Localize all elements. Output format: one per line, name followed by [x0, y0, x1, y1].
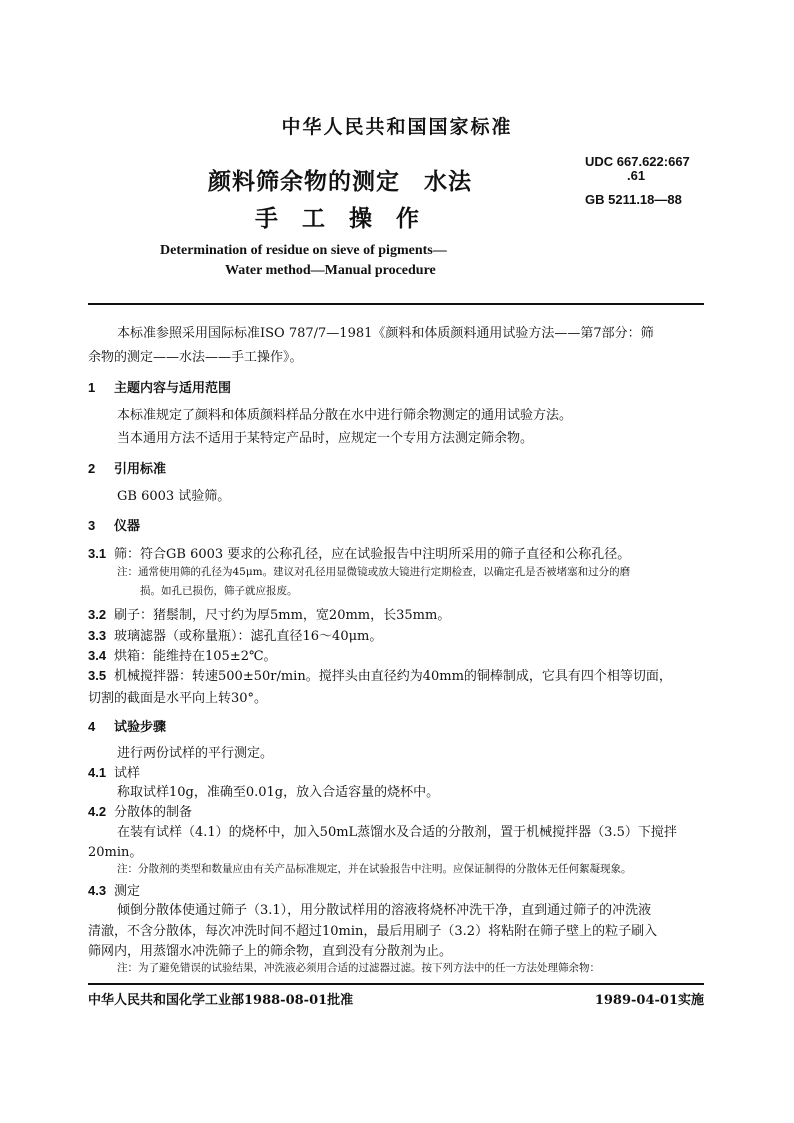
footer-divider — [88, 983, 704, 985]
document-title: 颜料筛余物的测定 水法 — [208, 168, 472, 195]
section-3-heading — [88, 515, 140, 534]
item-3-2-text: 刷子：猪鬃制，尺寸约为厚5mm，宽20mm，长35mm。 — [114, 608, 451, 623]
item-4-3-line-1: 倾倒分散体使通过筛子（3.1），用分散试样用的溶液将烧杯冲洗干净，直到通过筛子的冲洗液 — [117, 903, 652, 918]
item-4-2-heading — [88, 801, 192, 820]
section-2-para-1: GB 6003 试验筛。 — [117, 489, 231, 504]
section-3-title: 仪器 — [114, 519, 141, 534]
item-4-2-number: 4.2 — [88, 804, 107, 819]
gb-number: GB 5211.18—88 — [585, 192, 682, 207]
item-3-4 — [88, 645, 277, 664]
english-title-line-2: Water method—Manual procedure — [225, 263, 436, 278]
note-3-1-line-2: 损。如孔已损伤，筛子就应报废。 — [140, 585, 298, 597]
item-3-3-text: 玻璃滤器（或称量瓶）：滤孔直径16～40μm。 — [114, 629, 383, 644]
intro-line-1: 本标准参照采用国际标准ISO 787/7—1981《颜料和体质颜料通用试验方法——第7部分：筛 — [117, 326, 654, 341]
section-3-number: 3 — [88, 518, 96, 533]
section-1-para-2: 当本通用方法不适用于某特定产品时，应规定一个专用方法测定筛余物。 — [117, 431, 534, 446]
item-3-1-text: 筛：符合GB 6003 要求的公称孔径，应在试验报告中注明所采用的筛子直径和公称孔径。 — [114, 547, 631, 562]
note-4-2: 注：分散剂的类型和数量应由有关产品标准规定，并在试验报告中注明。应保证制得的分散体无任何絮凝现象。 — [117, 863, 632, 875]
item-4-1-text: 称取试样10g，准确至0.01g，放入合适容量的烧杯中。 — [117, 785, 440, 800]
item-4-1-number: 4.1 — [88, 765, 107, 780]
section-2-heading — [88, 458, 166, 477]
item-4-3-number: 4.3 — [88, 883, 107, 898]
item-3-2-number: 3.2 — [88, 607, 107, 622]
header-divider — [88, 303, 704, 305]
item-3-1 — [88, 543, 630, 562]
section-4-para-1: 进行两份试样的平行测定。 — [117, 746, 274, 761]
item-4-2-line-1: 在装有试样（4.1）的烧杯中，加入50mL蒸馏水及合适的分散剂，置于机械搅拌器（3.5）下搅拌 — [117, 825, 677, 840]
item-4-3-heading — [88, 880, 140, 899]
section-1-heading — [88, 377, 231, 396]
approval-statement: 中华人民共和国化学工业部1988-08-01批准 — [88, 993, 354, 1008]
section-1-number: 1 — [88, 380, 96, 395]
note-3-1-line-1: 注：通常使用筛的孔径为45μm。建议对孔径用显微镜或放大镜进行定期检查，以确定孔是否被堵塞和过分的磨 — [117, 566, 631, 578]
section-4-title: 试验步骤 — [114, 720, 167, 735]
item-3-4-text: 烘箱：能维持在105±2℃。 — [114, 649, 277, 664]
intro-line-2: 余物的测定——水法——手工操作》。 — [88, 350, 303, 365]
udc-line-1: UDC 667.622:667 — [585, 154, 690, 169]
document-subtitle: 手工操作 — [255, 205, 443, 232]
item-3-5-text: 机械搅拌器：转速500±50r/min。搅拌头由直径约为40mm的铜棒制成，它具有四个相等切面， — [114, 669, 672, 684]
section-2-title: 引用标准 — [114, 462, 167, 477]
item-3-4-number: 3.4 — [88, 648, 107, 663]
item-4-3-line-2: 清澈，不含分散体，每次冲洗时间不超过10min，最后用刷子（3.2）将粘附在筛子壁上的粒子刷入 — [88, 924, 658, 939]
item-4-3-line-3: 筛网内，用蒸馏水冲洗筛子上的筛余物，直到没有分散剂为止。 — [88, 944, 453, 959]
section-1-para-1: 本标准规定了颜料和体质颜料样品分散在水中进行筛余物测定的通用试验方法。 — [117, 408, 573, 423]
section-1-title: 主题内容与适用范围 — [114, 381, 232, 396]
section-2-number: 2 — [88, 461, 96, 476]
item-4-2-line-2: 20min。 — [88, 845, 143, 860]
item-4-1-heading — [88, 762, 140, 781]
item-4-1-title: 试样 — [114, 766, 141, 781]
item-3-5-number: 3.5 — [88, 668, 107, 683]
standard-org-heading: 中华人民共和国国家标准 — [281, 116, 513, 138]
item-3-3-number: 3.3 — [88, 628, 107, 643]
effective-date: 1989-04-01实施 — [594, 993, 704, 1008]
section-4-number: 4 — [88, 719, 96, 734]
item-3-3 — [88, 625, 382, 644]
udc-line-2: .61 — [627, 168, 646, 183]
item-4-3-title: 测定 — [114, 884, 141, 899]
item-4-2-title: 分散体的制备 — [114, 805, 193, 820]
item-3-5 — [88, 665, 672, 684]
udc-code — [585, 155, 690, 183]
item-3-5-line-2: 切割的截面是水平向上转30°。 — [88, 691, 268, 706]
section-4-heading — [88, 716, 166, 735]
item-3-1-number: 3.1 — [88, 546, 107, 561]
english-title-line-1: Determination of residue on sieve of pigments— — [160, 243, 447, 258]
note-4-3: 注：为了避免错误的试验结果，冲洗液必须用合适的过滤器过滤。按下列方法中的任一方法处理筛余物： — [117, 962, 600, 974]
item-3-2 — [88, 604, 450, 623]
